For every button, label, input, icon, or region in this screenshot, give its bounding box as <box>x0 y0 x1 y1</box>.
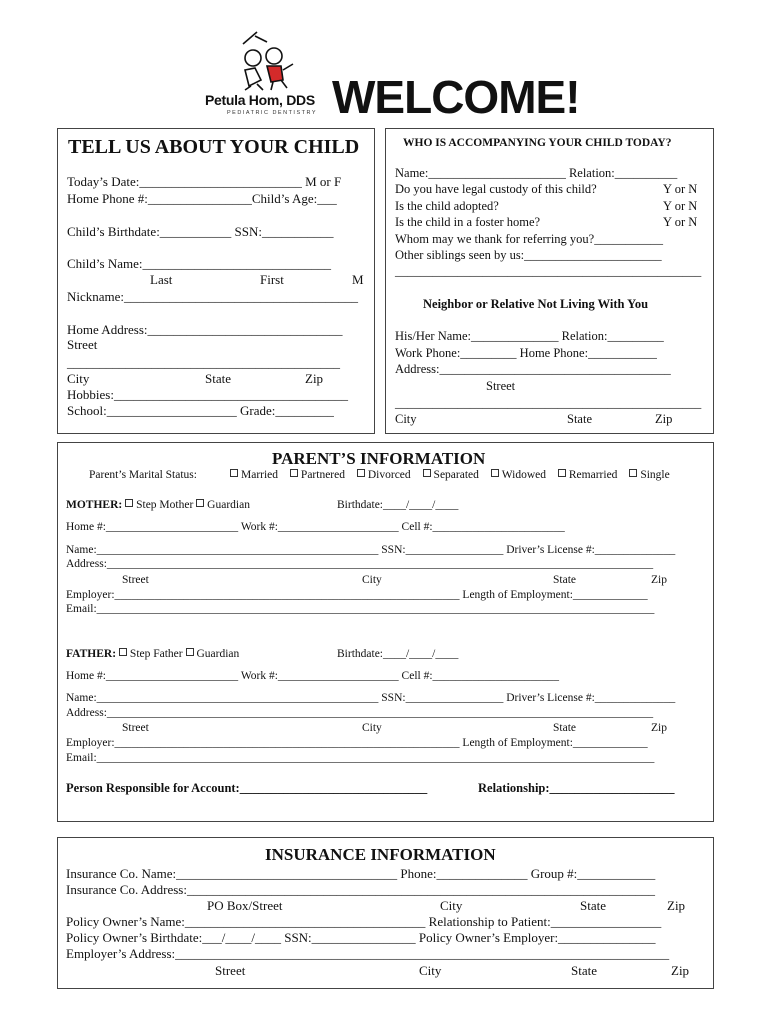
mother-street-label: Street <box>122 574 149 586</box>
city-label: City <box>67 371 90 386</box>
ins-city-label: City <box>440 898 463 913</box>
ins-state-label: State <box>580 898 606 913</box>
nickname-field[interactable]: Nickname:____________________________________ <box>67 289 359 304</box>
accompany-name-field[interactable]: Name:______________________ Relation:__________ <box>395 166 678 180</box>
todays-date-field[interactable]: Today’s Date:_________________________ M or F <box>67 174 342 189</box>
mother-label: MOTHER: <box>66 499 123 511</box>
mother-email-field[interactable]: Email:_________________________________________________________________________________________________ <box>66 603 655 615</box>
name-m-label: M <box>352 272 364 287</box>
ins-zip2-label: Zip <box>671 963 690 978</box>
ins-city2-label: City <box>419 963 442 978</box>
child-section-title: TELL US ABOUT YOUR CHILD <box>68 136 360 158</box>
step-mother-option[interactable]: Step Mother <box>125 499 193 511</box>
state-label: State <box>205 371 231 386</box>
neighbor-zip-label: Zip <box>655 412 673 426</box>
foster-yn[interactable]: Y or N <box>663 215 698 229</box>
siblings-field[interactable]: Other siblings seen by us:______________________ <box>395 248 662 262</box>
kids-logo-icon <box>227 30 307 92</box>
marital-married[interactable]: Married <box>230 469 278 481</box>
insurance-name-field[interactable]: Insurance Co. Name:__________________________________ Phone:______________ Group #:____________ <box>66 866 656 881</box>
accompany-title: WHO IS ACCOMPANYING YOUR CHILD TODAY? <box>403 137 672 149</box>
mother-name-field[interactable]: Name:_________________________________________________ SSN:_________________ Driver’s License #:______________ <box>66 544 676 556</box>
home-address-field[interactable]: Home Address:______________________________ <box>67 322 343 337</box>
responsible-party-field[interactable]: Person Responsible for Account:______________________________ <box>66 781 428 795</box>
custody-yn[interactable]: Y or N <box>663 182 698 196</box>
marital-single[interactable]: Single <box>629 469 669 481</box>
school-field[interactable]: School:____________________ Grade:_________ <box>67 403 334 418</box>
father-city-label: City <box>362 722 382 734</box>
father-state-label: State <box>553 722 576 734</box>
po-box-label: PO Box/Street <box>207 898 283 913</box>
neighbor-title: Neighbor or Relative Not Living With You <box>423 297 649 311</box>
father-email-field[interactable]: Email:_________________________________________________________________________________________________ <box>66 752 655 764</box>
ins-street-label: Street <box>215 963 246 978</box>
foster-question: Is the child in a foster home? <box>395 215 541 229</box>
policy-owner-birthdate-field[interactable]: Policy Owner’s Birthdate:___/____/____ SSN:________________ Policy Owner’s Employer:_______________ <box>66 930 656 945</box>
mother-row <box>66 499 250 511</box>
father-employer-field[interactable]: Employer:____________________________________________________________ Length of Employment:_____________ <box>66 737 648 749</box>
father-zip-label: Zip <box>651 722 667 734</box>
marital-remarried[interactable]: Remarried <box>558 469 618 481</box>
neighbor-street-label: Street <box>486 379 516 393</box>
father-label: FATHER: <box>66 648 117 660</box>
zip-label: Zip <box>305 371 324 386</box>
name-last-label: Last <box>150 272 173 287</box>
adopted-yn[interactable]: Y or N <box>663 199 698 213</box>
address-line-field[interactable]: __________________________________________ <box>67 355 340 370</box>
marital-widowed[interactable]: Widowed <box>491 469 546 481</box>
neighbor-phone-field[interactable]: Work Phone:_________ Home Phone:___________ <box>395 346 657 360</box>
father-phones-field[interactable]: Home #:_______________________ Work #:_____________________ Cell #:______________________ <box>66 670 560 682</box>
street-label: Street <box>67 337 98 352</box>
name-first-label: First <box>260 272 284 287</box>
father-name-field[interactable]: Name:_________________________________________________ SSN:_________________ Driver’s License #:______________ <box>66 692 676 704</box>
policy-owner-name-field[interactable]: Policy Owner’s Name:_____________________________________ Relationship to Patient:_________________ <box>66 914 662 929</box>
mother-phones-field[interactable]: Home #:_______________________ Work #:_____________________ Cell #:_______________________ <box>66 521 565 533</box>
welcome-title: WELCOME! <box>332 71 580 123</box>
marital-partnered[interactable]: Partnered <box>290 469 345 481</box>
relationship-field[interactable]: Relationship:____________________ <box>478 781 675 795</box>
insurance-title: INSURANCE INFORMATION <box>265 845 496 864</box>
adopted-question: Is the child adopted? <box>395 199 499 213</box>
father-guardian-option[interactable]: Guardian <box>186 648 240 660</box>
child-birthdate-field[interactable]: Child’s Birthdate:___________ SSN:___________ <box>67 224 334 239</box>
neighbor-name-field[interactable]: His/Her Name:______________ Relation:_________ <box>395 329 664 343</box>
father-birthdate-field[interactable]: Birthdate:____/____/____ <box>337 648 459 660</box>
step-father-option[interactable]: Step Father <box>119 648 183 660</box>
mother-guardian-option[interactable]: Guardian <box>196 499 250 511</box>
mother-birthdate-field[interactable]: Birthdate:____/____/____ <box>337 499 459 511</box>
father-address-field[interactable]: Address:_______________________________________________________________________________________________ <box>66 707 654 719</box>
home-phone-field[interactable]: Home Phone #:________________Child’s Age:___ <box>67 191 337 206</box>
marital-options <box>230 469 670 481</box>
custody-question: Do you have legal custody of this child? <box>395 182 597 196</box>
mother-zip-label: Zip <box>651 574 667 586</box>
ins-zip-label: Zip <box>667 898 686 913</box>
referring-field[interactable]: Whom may we thank for referring you?___________ <box>395 232 663 246</box>
mother-state-label: State <box>553 574 576 586</box>
neighbor-city-line-field[interactable]: _________________________________________________ <box>395 396 702 410</box>
mother-address-field[interactable]: Address:_______________________________________________________________________________________________ <box>66 558 654 570</box>
mother-employer-field[interactable]: Employer:____________________________________________________________ Length of Employment:_____________ <box>66 589 648 601</box>
neighbor-state-label: State <box>567 412 592 426</box>
employer-address-field[interactable]: Employer’s Address:____________________________________________________________________________ <box>66 946 670 961</box>
parents-title: PARENT’S INFORMATION <box>272 449 486 468</box>
marital-label: Parent’s Marital Status: <box>89 469 197 481</box>
practice-subtitle: PEDIATRIC DENTISTRY <box>227 110 318 116</box>
logo <box>205 30 325 120</box>
siblings-line-field[interactable]: _________________________________________________ <box>395 264 702 278</box>
child-name-field[interactable]: Child’s Name:_____________________________ <box>67 256 331 271</box>
mother-city-label: City <box>362 574 382 586</box>
neighbor-address-field[interactable]: Address:_____________________________________ <box>395 362 671 376</box>
marital-separated[interactable]: Separated <box>423 469 479 481</box>
insurance-address-field[interactable]: Insurance Co. Address:________________________________________________________________________ <box>66 882 655 897</box>
neighbor-city-label: City <box>395 412 417 426</box>
hobbies-field[interactable]: Hobbies:____________________________________ <box>67 387 348 402</box>
ins-state2-label: State <box>571 963 597 978</box>
practice-name: Petula Hom, DDS <box>205 92 315 108</box>
marital-divorced[interactable]: Divorced <box>357 469 411 481</box>
father-row <box>66 648 239 660</box>
father-street-label: Street <box>122 722 149 734</box>
